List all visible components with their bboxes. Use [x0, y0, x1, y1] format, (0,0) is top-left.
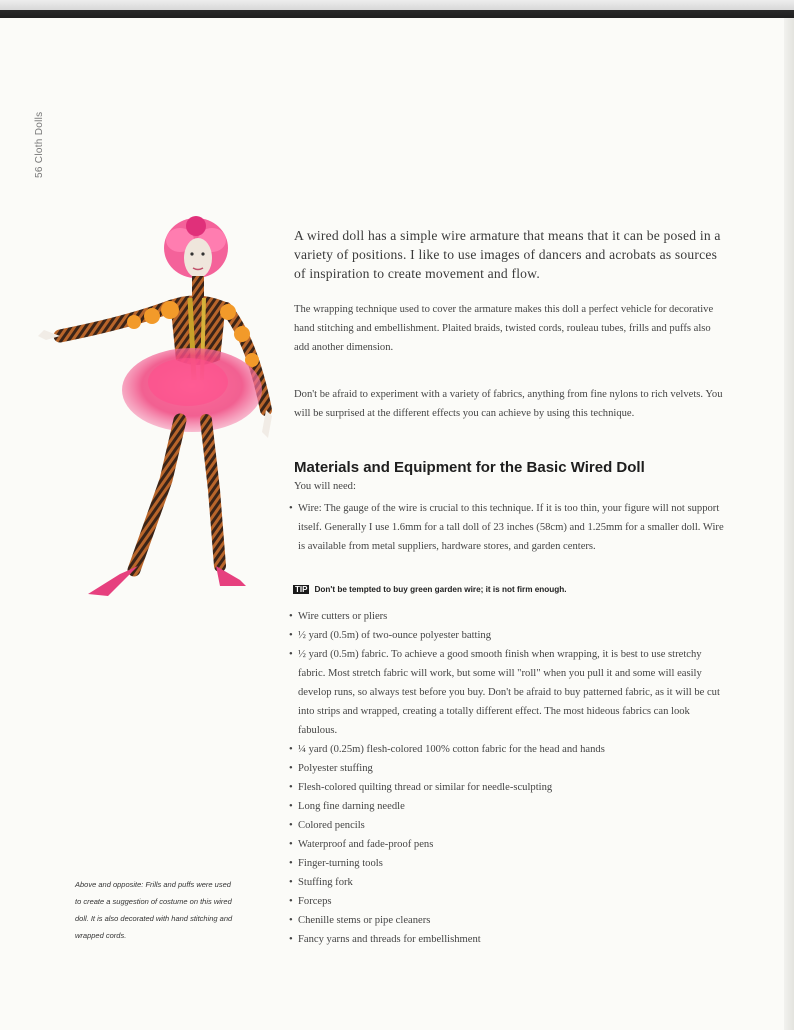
list-item: • Stuffing fork: [286, 873, 726, 892]
list-item: • Finger-turning tools: [286, 854, 726, 873]
tip-note: [293, 585, 567, 594]
list-item: • ½ yard (0.5m) fabric. To achieve a good smooth finish when wrapping, it is best to use stretchy fabric. Most stretch fabric will work, but some will "roll" when you pull it and some will easily develop runs, so always test before you buy. Don't be afraid to buy patterned fabric, as it will be cut into strips and wrapped, creating a totally different effect. The most hideous fabrics can look fabulous.: [286, 645, 726, 740]
materials-list: [286, 607, 726, 949]
intro-block: [294, 226, 724, 283]
wire-list: [286, 499, 726, 556]
section-heading: Materials and Equipment for the Basic Wired Doll: [294, 459, 645, 476]
list-item: • Polyester stuffing: [286, 759, 726, 778]
wired-doll-photo: [30, 210, 280, 610]
tip-text: Don't be tempted to buy green garden wire; it is not firm enough.: [314, 585, 567, 594]
list-item: • Fancy yarns and threads for embellishment: [286, 930, 726, 949]
page-top-edge: [0, 0, 794, 18]
list-item: • Wire: The gauge of the wire is crucial to this technique. If it is too thin, your figure will not support itself. Generally I use 1.6mm for a tall doll of 23 inches (58cm) and 1.25mm for a smaller doll. Wire is available from metal suppliers, hardware stores, and garden centers.: [286, 499, 726, 556]
you-will-need-label: You will need:: [294, 481, 356, 492]
list-item: • Chenille stems or pipe cleaners: [286, 911, 726, 930]
tip-badge: TIP: [295, 585, 308, 594]
body-paragraph: Don't be afraid to experiment with a variety of fabrics, anything from fine nylons to rich velvets. You will be surprised at the different effects you can achieve by using this technique.: [294, 389, 723, 419]
list-item: • Colored pencils: [286, 816, 726, 835]
intro-paragraph: A wired doll has a simple wire armature that means that it can be posed in a variety of positions. I like to use images of dancers and acrobats as sources of inspiration to create movement and flow.: [294, 228, 721, 281]
list-item: • Forceps: [286, 892, 726, 911]
page-gutter-edge: [784, 18, 794, 1030]
list-item: • Wire cutters or pliers: [286, 607, 726, 626]
list-item: • ¼ yard (0.25m) flesh-colored 100% cotton fabric for the head and hands: [286, 740, 726, 759]
list-item: • ½ yard (0.5m) of two-ounce polyester batting: [286, 626, 726, 645]
body-paragraph: The wrapping technique used to cover the armature makes this doll a perfect vehicle for decorative hand stitching and embellishment. Plaited braids, twisted cords, rouleau tubes, frills and puffs also add another dimension.: [294, 304, 714, 353]
list-item: • Waterproof and fade-proof pens: [286, 835, 726, 854]
running-head: 56 Cloth Dolls: [34, 111, 45, 178]
list-item: • Long fine darning needle: [286, 797, 726, 816]
list-item: • Flesh-colored quilting thread or similar for needle-sculpting: [286, 778, 726, 797]
photo-caption: Above and opposite: Frills and puffs were used to create a suggestion of costume on this wired doll. It is also decorated with hand stitching and wrapped cords.: [75, 880, 233, 940]
